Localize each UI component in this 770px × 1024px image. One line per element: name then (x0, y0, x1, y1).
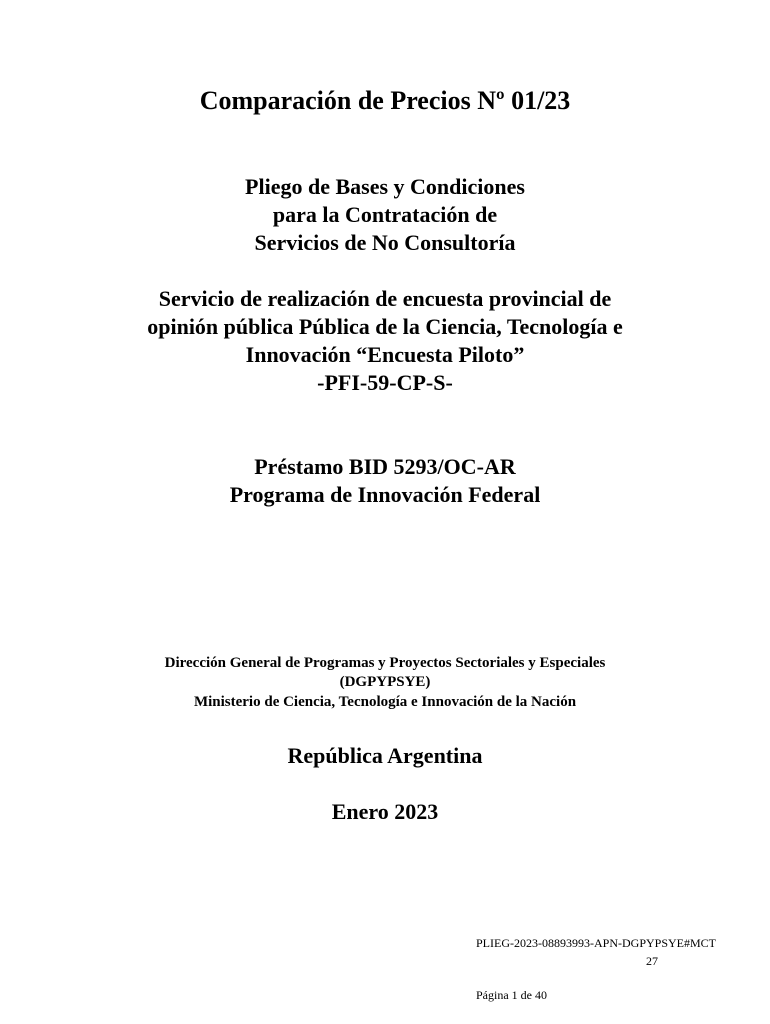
document-id-suffix: 27 (646, 954, 658, 968)
country-name: República Argentina (287, 743, 483, 768)
program-name: Programa de Innovación Federal (229, 482, 541, 507)
page-number: Página 1 de 40 (476, 988, 547, 1002)
agency-acronym: (DGPYPSYE) (339, 674, 431, 690)
subtitle-line: Pliego de Bases y Condiciones (245, 174, 525, 199)
subtitle-line: para la Contratación de (272, 202, 498, 227)
ministry-name: Ministerio de Ciencia, Tecnología e Innovación de la Nación (193, 694, 577, 710)
document-id: PLIEG-2023-08893993-APN-DGPYPSYE#MCT (476, 936, 717, 950)
service-description-line: Innovación “Encuesta Piloto” (245, 342, 525, 367)
service-code: -PFI-59-CP-S- (317, 370, 453, 395)
service-description-line: opinión pública Pública de la Ciencia, Tecnología e (147, 314, 623, 339)
document-title: Comparación de Precios Nº 01/23 (199, 86, 571, 115)
service-description-line: Servicio de realización de encuesta provincial de (158, 286, 612, 311)
document-date: Enero 2023 (331, 799, 439, 824)
subtitle-line: Servicios de No Consultoría (254, 230, 516, 255)
loan-reference: Préstamo BID 5293/OC-AR (254, 454, 516, 479)
agency-name: Dirección General de Programas y Proyectos Sectoriales y Especiales (164, 655, 606, 671)
